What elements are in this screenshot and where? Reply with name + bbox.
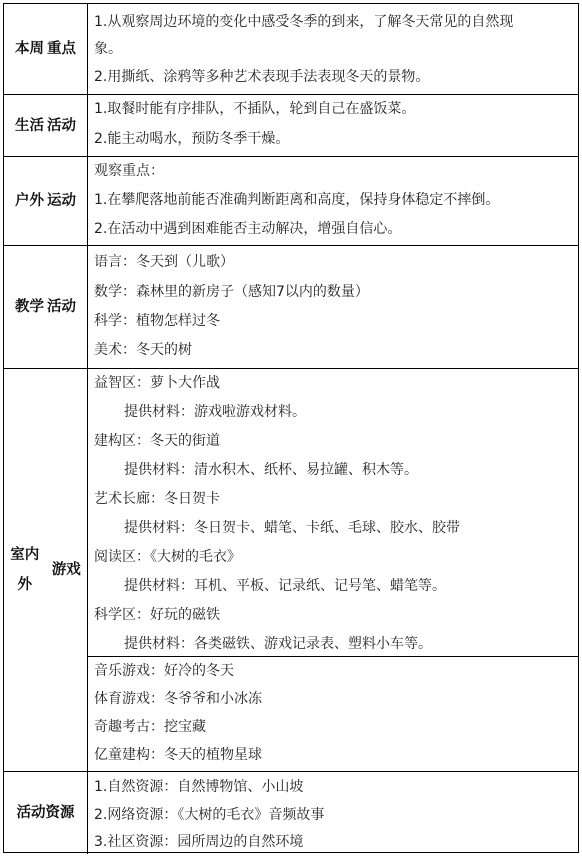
list-item: 1.从观察周边环境的变化中感受冬季的到来，了解冬天常见的自然现 — [94, 14, 514, 30]
label-teaching-activities — [4, 246, 88, 368]
label-text: 本周 — [15, 41, 44, 57]
list-item: 益智区：萝卜大作战 — [94, 375, 220, 391]
row-activity-resources — [4, 772, 578, 854]
row-teaching-activities — [4, 246, 578, 369]
indoor-outdoor-games-content — [88, 369, 578, 771]
list-item: 阅读区：《大树的毛衣》 — [94, 549, 241, 565]
list-item: 象。 — [94, 41, 122, 57]
list-item: 2.在活动中遇到困难能否主动解决，增强自信心。 — [94, 221, 402, 237]
list-item: 2.能主动喝水，预防冬季干燥。 — [94, 131, 290, 147]
list-item: 音乐游戏：好冷的冬天 — [94, 663, 234, 679]
list-item: 亿童建构：冬天的植物星球 — [94, 747, 262, 763]
label-text: 生活 — [15, 117, 44, 134]
list-item: 2.网络资源：《大树的毛衣》音频故事 — [94, 807, 325, 823]
row-outdoor-sports — [4, 157, 578, 246]
label-text: 活动资源 — [16, 805, 75, 821]
list-item: 提供材料：冬日贺卡、蜡笔、卡纸、毛球、胶水、胶带 — [124, 520, 460, 536]
list-item: 1.取餐时能有序排队，不插队，轮到自己在盛饭菜。 — [94, 101, 416, 117]
list-item: 提供材料：各类磁铁、游戏记录表、塑料小车等。 — [124, 636, 432, 652]
list-item: 数学：森林里的新房子（感知7以内的数量） — [94, 284, 369, 300]
list-item: 语言：冬天到（儿歌） — [94, 254, 234, 270]
row-daily-life — [4, 95, 578, 157]
label-text: 游戏 — [51, 562, 81, 578]
list-item: 科学区：好玩的磁铁 — [94, 607, 220, 623]
label-text: 重点 — [47, 41, 76, 57]
list-item: 体育游戏：冬爷爷和小冰冻 — [94, 691, 262, 707]
label-text: 运动 — [47, 193, 76, 209]
label-weekly-focus — [4, 4, 88, 94]
label-text: 活动 — [47, 117, 76, 134]
daily-life-content — [88, 95, 578, 156]
teaching-activities-content — [88, 246, 578, 368]
label-indoor-outdoor-games — [4, 369, 88, 771]
sub-divider — [88, 656, 578, 657]
list-item: 奇趣考古：挖宝藏 — [94, 719, 206, 735]
label-activity-resources — [4, 772, 88, 854]
label-daily-life — [4, 95, 88, 156]
weekly-focus-content — [88, 4, 578, 94]
weekly-plan-table — [3, 3, 579, 853]
list-item: 3.社区资源：园所周边的自然环境 — [94, 834, 304, 850]
list-item: 观察重点： — [94, 163, 164, 179]
list-item: 1.自然资源：自然博物馆、小山坡 — [94, 779, 304, 795]
list-item: 提供材料：游戏啦游戏材料。 — [124, 404, 306, 420]
list-item: 建构区：冬天的街道 — [94, 433, 220, 449]
list-item: 科学：植物怎样过冬 — [94, 313, 220, 329]
activity-resources-content — [88, 772, 578, 854]
label-text: 室内外 — [10, 547, 40, 593]
label-text: 户外 — [15, 193, 44, 209]
label-text: 教学 — [15, 299, 44, 315]
list-item: 提供材料：耳机、平板、记录纸、记号笔、蜡笔等。 — [124, 578, 446, 594]
row-indoor-outdoor-games — [4, 369, 578, 772]
list-item: 2.用撕纸、涂鸦等多种艺术表现手法表现冬天的景物。 — [94, 69, 430, 85]
list-item: 美术：冬天的树 — [94, 342, 192, 358]
row-weekly-focus — [4, 4, 578, 95]
outdoor-sports-content — [88, 157, 578, 245]
list-item: 艺术长廊：冬日贺卡 — [94, 491, 220, 507]
label-outdoor-sports — [4, 157, 88, 245]
list-item: 提供材料：清水积木、纸杯、易拉罐、积木等。 — [124, 462, 418, 478]
list-item: 1.在攀爬落地前能否准确判断距离和高度，保持身体稳定不摔倒。 — [94, 192, 500, 208]
label-text: 活动 — [47, 299, 76, 315]
